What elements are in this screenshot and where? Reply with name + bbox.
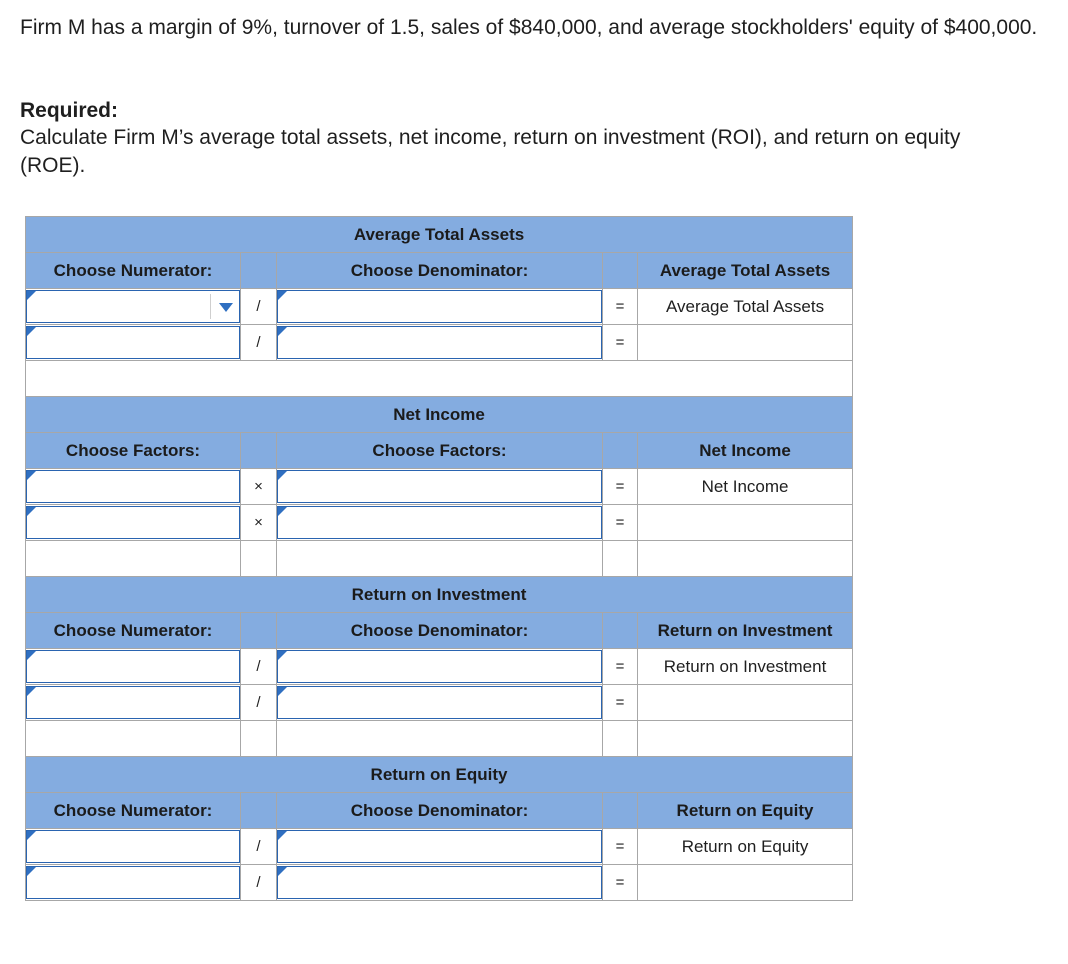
ni-header-row <box>26 433 853 469</box>
roe-numerator-cell-2 <box>26 865 241 901</box>
roi-title: Return on Investment <box>26 577 853 613</box>
ata-numerator-field-2[interactable] <box>27 327 239 358</box>
equals-sign: = <box>603 865 638 901</box>
ni-factor-field-3[interactable] <box>27 507 239 538</box>
equals-sign: = <box>603 325 638 361</box>
roi-numerator-cell-1 <box>26 649 241 685</box>
ni-factor-input-1[interactable] <box>26 470 240 503</box>
ni-factor-cell-4 <box>277 505 603 541</box>
ata-numerator-input-2[interactable] <box>26 326 240 359</box>
roe-denominator-input-1[interactable] <box>277 830 602 863</box>
roe-denominator-field-2[interactable] <box>278 867 601 898</box>
roi-row-2 <box>26 685 853 721</box>
calculation-table <box>25 216 853 901</box>
required-label: Required: <box>20 99 119 122</box>
problem-statement <box>20 14 1055 42</box>
ni-row-2 <box>26 505 853 541</box>
ata-header-op-cell <box>241 253 277 289</box>
divide-sign: / <box>241 649 277 685</box>
roe-result-label: Return on Equity <box>638 793 853 829</box>
ni-empty-row <box>26 541 853 577</box>
roe-numerator-field-1[interactable] <box>27 831 239 862</box>
ata-row-1 <box>26 289 853 325</box>
ata-denominator-field-1[interactable] <box>278 291 601 322</box>
ata-numerator-cell-1 <box>26 289 241 325</box>
ni-factor-field-4[interactable] <box>278 507 601 538</box>
empty-cell <box>277 541 603 577</box>
ni-title: Net Income <box>26 397 853 433</box>
roe-denominator-input-2[interactable] <box>277 866 602 899</box>
empty-cell <box>241 541 277 577</box>
roi-denominator-input-1[interactable] <box>277 650 602 683</box>
roe-denominator-cell-1 <box>277 829 603 865</box>
roi-denominator-field-1[interactable] <box>278 651 601 682</box>
ata-header-eq-cell <box>603 253 638 289</box>
ni-factor-input-2[interactable] <box>277 470 602 503</box>
ata-result-value: Average Total Assets <box>638 289 853 325</box>
empty-cell <box>603 721 638 757</box>
ni-factor-input-3[interactable] <box>26 506 240 539</box>
dropdown-separator <box>210 294 211 319</box>
ata-numerator-dropdown-1[interactable] <box>26 290 240 323</box>
roi-result-value: Return on Investment <box>638 649 853 685</box>
ni-header-op-cell <box>241 433 277 469</box>
ni-row-1 <box>26 469 853 505</box>
ni-result-empty <box>638 505 853 541</box>
roi-header-row <box>26 613 853 649</box>
ata-title-row <box>26 217 853 253</box>
equals-sign: = <box>603 685 638 721</box>
empty-cell <box>603 541 638 577</box>
ata-result-label: Average Total Assets <box>638 253 853 289</box>
divide-sign: / <box>241 289 277 325</box>
equals-sign: = <box>603 469 638 505</box>
roi-denominator-input-2[interactable] <box>277 686 602 719</box>
roe-row-1 <box>26 829 853 865</box>
roe-title: Return on Equity <box>26 757 853 793</box>
empty-cell <box>241 721 277 757</box>
equals-sign: = <box>603 649 638 685</box>
roe-denominator-field-1[interactable] <box>278 831 601 862</box>
ata-numerator-cell-2 <box>26 325 241 361</box>
times-sign: × <box>241 505 277 541</box>
equals-sign: = <box>603 289 638 325</box>
roi-numerator-input-2[interactable] <box>26 686 240 719</box>
equals-sign: = <box>603 829 638 865</box>
roe-numerator-input-2[interactable] <box>26 866 240 899</box>
roi-numerator-field-2[interactable] <box>27 687 239 718</box>
roi-header-op-cell <box>241 613 277 649</box>
ata-numerator-label: Choose Numerator: <box>26 253 241 289</box>
ata-denominator-input-1[interactable] <box>277 290 602 323</box>
spacer-row <box>26 361 853 397</box>
roe-header-op-cell <box>241 793 277 829</box>
roi-denominator-cell-2 <box>277 685 603 721</box>
roe-numerator-cell-1 <box>26 829 241 865</box>
roi-numerator-field-1[interactable] <box>27 651 239 682</box>
roe-numerator-input-1[interactable] <box>26 830 240 863</box>
roi-numerator-cell-2 <box>26 685 241 721</box>
roi-result-label: Return on Investment <box>638 613 853 649</box>
ni-title-row <box>26 397 853 433</box>
roe-numerator-label: Choose Numerator: <box>26 793 241 829</box>
ata-row-2 <box>26 325 853 361</box>
divide-sign: / <box>241 685 277 721</box>
ni-factor-cell-1 <box>26 469 241 505</box>
ata-title: Average Total Assets <box>26 217 853 253</box>
ata-denominator-field-2[interactable] <box>278 327 601 358</box>
divide-sign: / <box>241 865 277 901</box>
roi-result-empty <box>638 685 853 721</box>
ata-result-empty <box>638 325 853 361</box>
ni-header-eq-cell <box>603 433 638 469</box>
ni-factors-label-left: Choose Factors: <box>26 433 241 469</box>
empty-cell <box>638 721 853 757</box>
divide-sign: / <box>241 829 277 865</box>
ata-denominator-cell-2 <box>277 325 603 361</box>
spacer-cell <box>26 361 853 397</box>
ata-denominator-label: Choose Denominator: <box>277 253 603 289</box>
ni-result-value: Net Income <box>638 469 853 505</box>
roe-row-2 <box>26 865 853 901</box>
divide-sign: / <box>241 325 277 361</box>
empty-cell <box>26 721 241 757</box>
ni-factor-cell-2 <box>277 469 603 505</box>
times-sign: × <box>241 469 277 505</box>
equals-sign: = <box>603 505 638 541</box>
roi-denominator-label: Choose Denominator: <box>277 613 603 649</box>
ni-factor-field-1[interactable] <box>27 471 239 502</box>
roe-denominator-label: Choose Denominator: <box>277 793 603 829</box>
roi-header-eq-cell <box>603 613 638 649</box>
roe-title-row <box>26 757 853 793</box>
roi-numerator-input-1[interactable] <box>26 650 240 683</box>
ni-result-label: Net Income <box>638 433 853 469</box>
roe-result-value: Return on Equity <box>638 829 853 865</box>
ata-header-row <box>26 253 853 289</box>
empty-cell <box>26 541 241 577</box>
roi-numerator-label: Choose Numerator: <box>26 613 241 649</box>
roe-header-row <box>26 793 853 829</box>
roi-row-1 <box>26 649 853 685</box>
ni-factor-input-4[interactable] <box>277 506 602 539</box>
roi-title-row <box>26 577 853 613</box>
problem-text: Firm M has a margin of 9%, turnover of 1.5, sales of $840,000, and average stockholders' equity of $400,000. <box>20 16 1038 39</box>
ni-factor-field-2[interactable] <box>278 471 601 502</box>
required-text: Calculate Firm M’s average total assets, net income, return on investment (ROI), and return on equity (ROE). <box>20 126 961 177</box>
roi-denominator-field-2[interactable] <box>278 687 601 718</box>
empty-cell <box>277 721 603 757</box>
roe-numerator-field-2[interactable] <box>27 867 239 898</box>
roi-empty-row <box>26 721 853 757</box>
ni-factors-label-mid: Choose Factors: <box>277 433 603 469</box>
roe-denominator-cell-2 <box>277 865 603 901</box>
ni-factor-cell-3 <box>26 505 241 541</box>
empty-cell <box>638 541 853 577</box>
roe-header-eq-cell <box>603 793 638 829</box>
chevron-down-icon[interactable] <box>219 303 233 312</box>
roi-denominator-cell-1 <box>277 649 603 685</box>
ata-denominator-input-2[interactable] <box>277 326 602 359</box>
ata-denominator-cell-1 <box>277 289 603 325</box>
roe-result-empty <box>638 865 853 901</box>
